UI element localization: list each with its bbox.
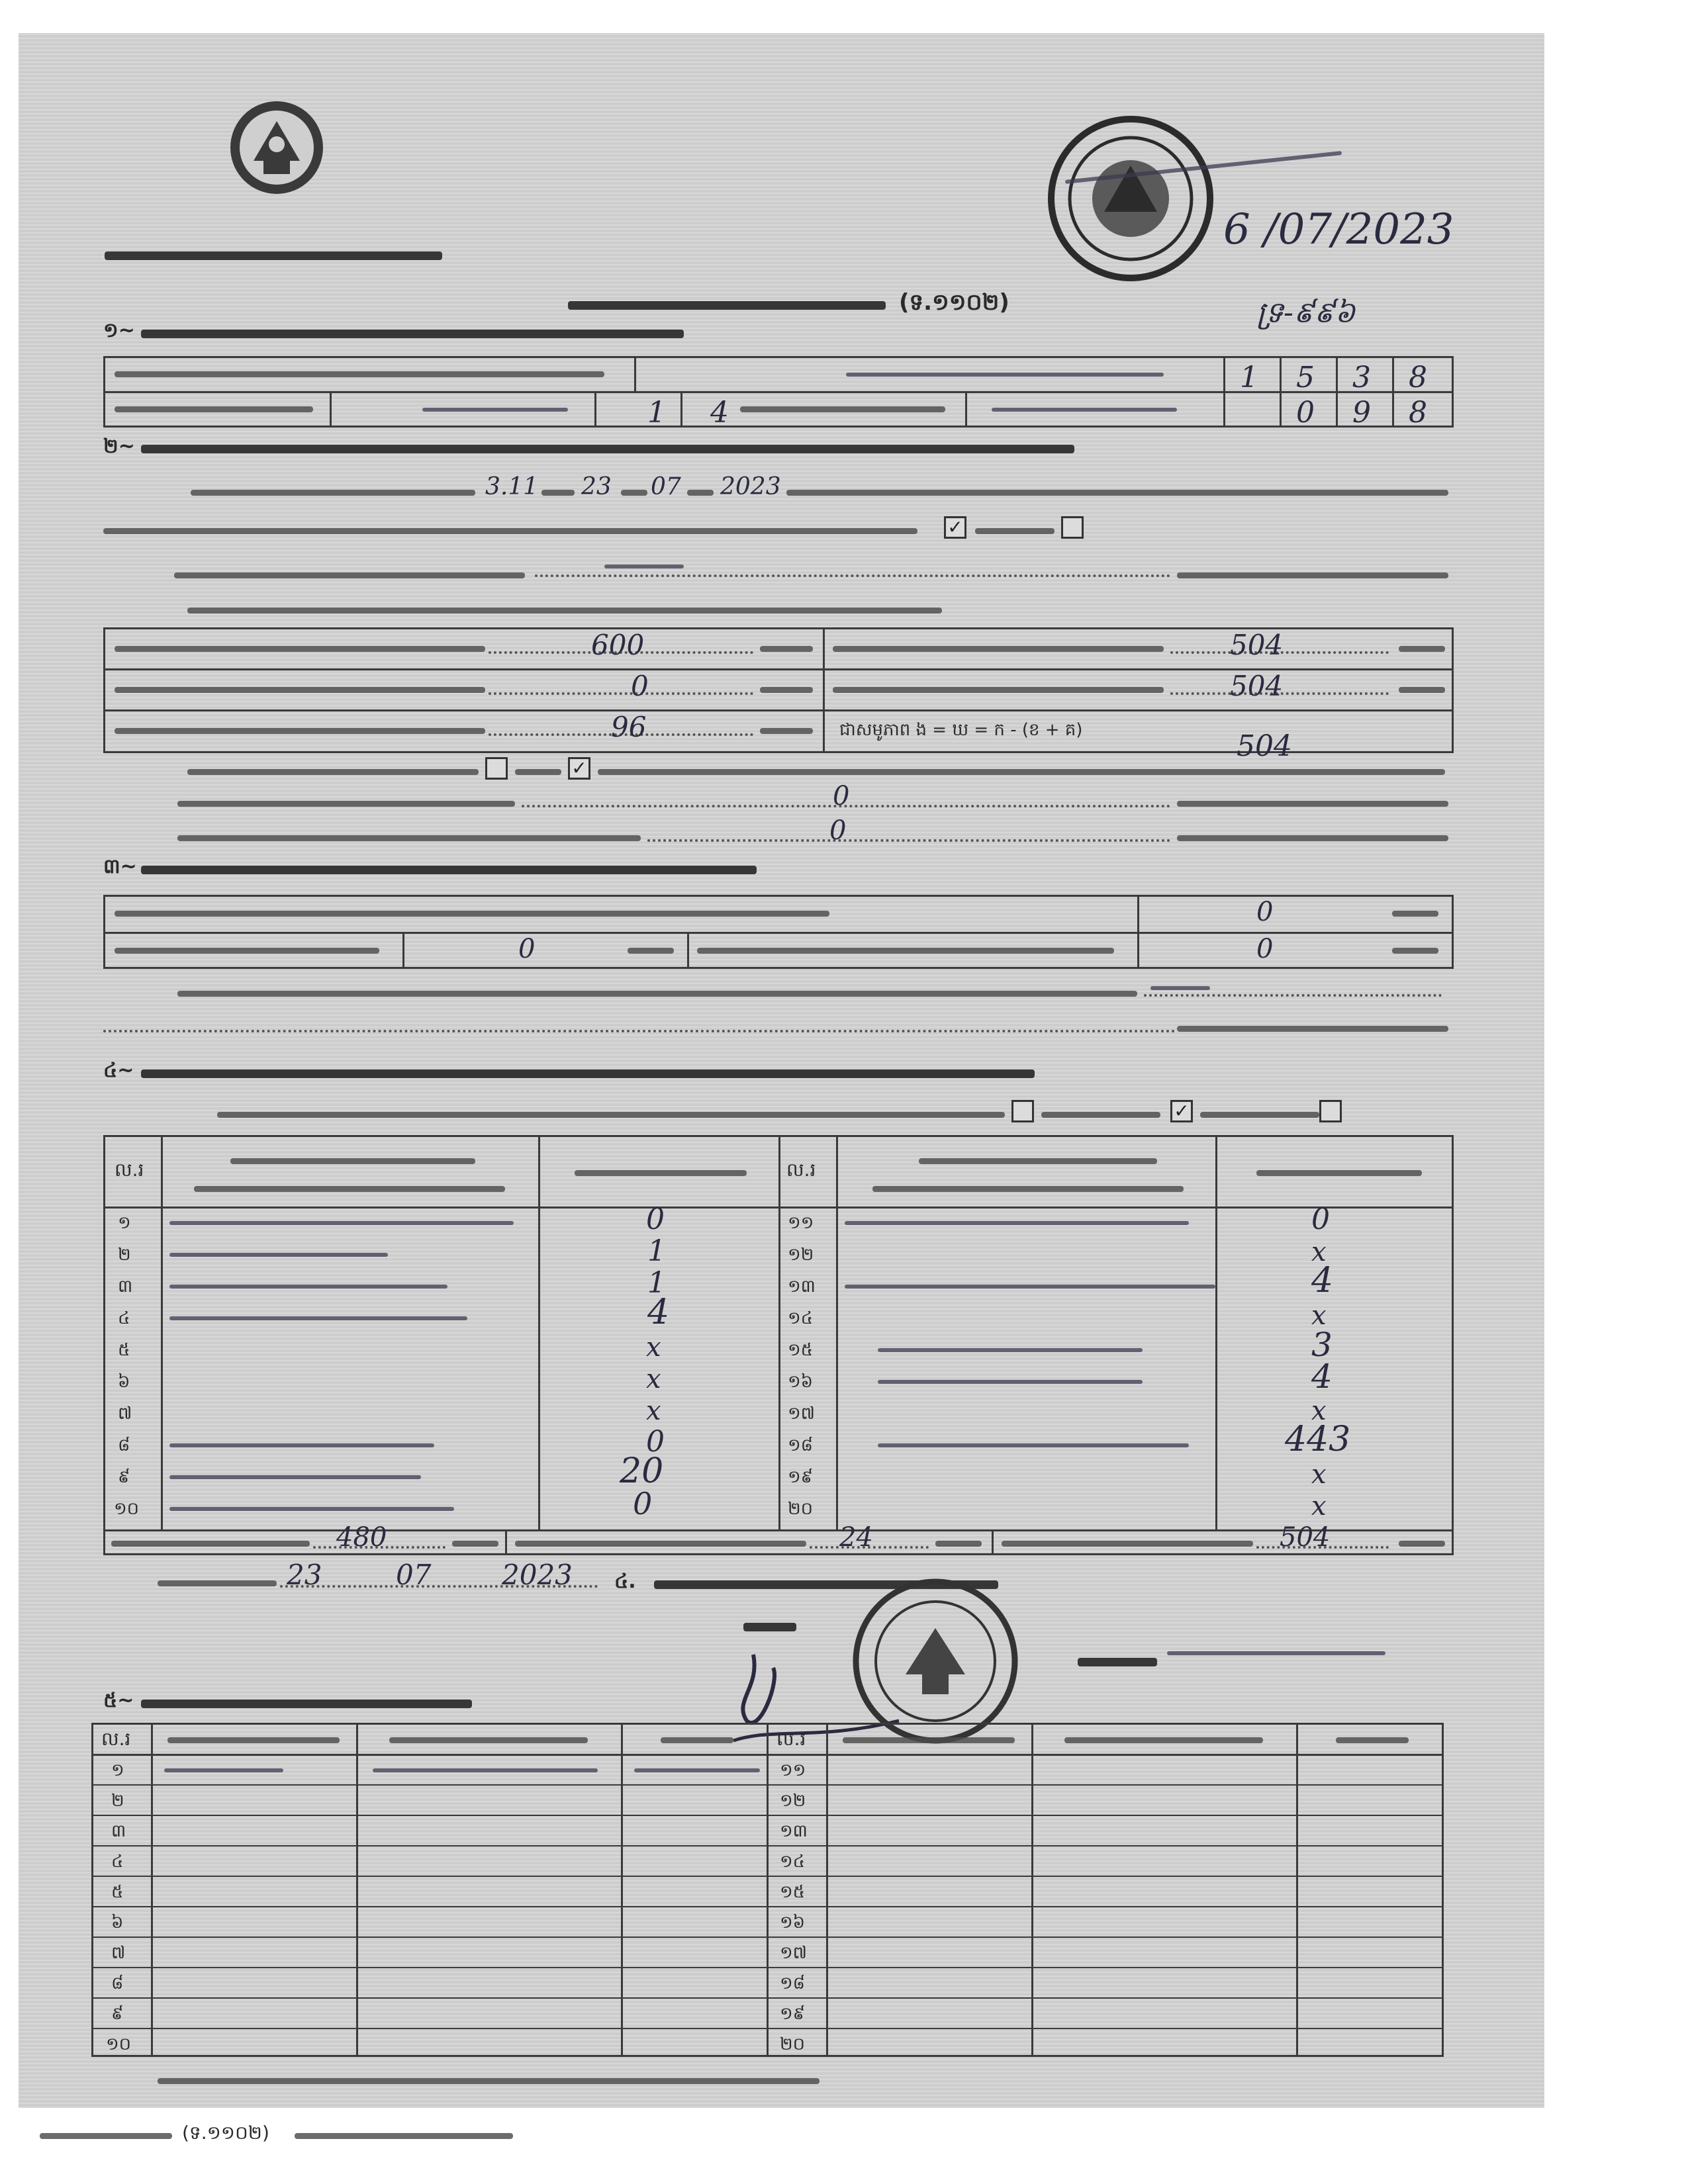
party-name-hw bbox=[169, 1443, 434, 1447]
row-number: ៦ bbox=[118, 1372, 130, 1392]
province-name-hw bbox=[422, 408, 568, 412]
votes-value: x bbox=[1311, 1300, 1327, 1331]
committee-number: ៤. bbox=[614, 1570, 636, 1593]
note-seal-label bbox=[174, 572, 525, 578]
table-row bbox=[778, 1238, 1454, 1270]
form-code: (ទ.១១០២) bbox=[899, 289, 1009, 316]
votes-value: 1 bbox=[647, 1266, 666, 1300]
row-number: ២០ bbox=[780, 2034, 806, 2054]
section-4-number: ៤~ bbox=[103, 1059, 134, 1082]
section-2-number: ២~ bbox=[103, 435, 135, 458]
stamp-date-text: 6 /07/2023 bbox=[1223, 205, 1454, 254]
row-number: ១៨ bbox=[788, 1435, 814, 1455]
count-time-text-a bbox=[191, 490, 475, 496]
votes-value: 0 bbox=[633, 1486, 653, 1522]
witness-col-name-right bbox=[843, 1737, 1015, 1743]
section-4-heading bbox=[141, 1069, 1035, 1078]
total-valid-unit bbox=[452, 1541, 498, 1547]
table-row bbox=[91, 1967, 1444, 1997]
party-name-hw bbox=[169, 1316, 467, 1320]
commune-label bbox=[740, 406, 945, 412]
witness-col-no-right: ល.រ bbox=[776, 1728, 806, 1750]
polling-station-name-hw bbox=[846, 373, 1164, 377]
row-number: ១៣ bbox=[788, 1277, 816, 1297]
results-col-no-right: ល.រ bbox=[786, 1159, 816, 1181]
row-number: ៩ bbox=[118, 1467, 130, 1487]
row-number: ៦ bbox=[111, 1913, 124, 1933]
seal-incorrect-checkbox[interactable] bbox=[1061, 516, 1084, 539]
row-number: ១៨ bbox=[780, 1974, 806, 1993]
row-number: ៨ bbox=[118, 1435, 130, 1455]
table-row bbox=[103, 1365, 778, 1397]
table-row bbox=[778, 1326, 1454, 1365]
official-stamp-icon bbox=[1045, 113, 1217, 285]
row-number: ១៤ bbox=[780, 1852, 806, 1872]
witness-sign-hw bbox=[634, 1768, 760, 1772]
table-row bbox=[778, 1357, 1454, 1397]
row-number: ៧ bbox=[118, 1404, 132, 1424]
form-title bbox=[568, 301, 886, 310]
table-row bbox=[103, 1397, 778, 1429]
footer-note bbox=[158, 2078, 820, 2084]
table-row bbox=[778, 1420, 1454, 1461]
org-name-text bbox=[105, 251, 442, 260]
votes-value: 4 bbox=[647, 1293, 670, 1332]
count-time-text-c bbox=[621, 490, 647, 496]
commune-digit-2: 9 bbox=[1352, 396, 1371, 430]
witness-col-name-left bbox=[167, 1737, 340, 1743]
table-row bbox=[91, 1936, 1444, 1967]
party-name-hw bbox=[169, 1475, 421, 1479]
total-valid-label bbox=[111, 1541, 310, 1547]
formula-result: 504 bbox=[1237, 729, 1292, 763]
total-box-unit bbox=[1399, 1541, 1445, 1547]
note-seal-hint bbox=[1177, 572, 1448, 578]
balance-formula: ជាសមូភាព ង = ឃ = ក - (ខ + គ) bbox=[839, 720, 1083, 740]
complaints-count: 0 bbox=[1256, 897, 1274, 927]
section-2-heading bbox=[141, 445, 1074, 453]
row-number: ១៩ bbox=[788, 1467, 814, 1487]
votes-value: x bbox=[1311, 1396, 1327, 1426]
table-row bbox=[91, 1784, 1444, 1815]
count-time-text-f bbox=[103, 528, 917, 534]
tally-sheet-text-c bbox=[1200, 1112, 1319, 1118]
diff-note-label bbox=[177, 801, 515, 807]
row-number: ១០ bbox=[106, 2034, 132, 2054]
table-row bbox=[103, 1293, 778, 1334]
seal-or-label bbox=[975, 528, 1055, 534]
votes-value: 4 bbox=[1311, 1261, 1334, 1300]
witness-col-sign-right bbox=[1336, 1737, 1409, 1743]
table-row bbox=[91, 1754, 1444, 1784]
date-month: 07 bbox=[396, 1559, 432, 1591]
table-row bbox=[778, 1492, 1454, 1524]
row-number: ១១ bbox=[788, 1213, 814, 1233]
irregularity-dots-2 bbox=[103, 1030, 1176, 1032]
irregularity-hw bbox=[1150, 986, 1210, 990]
ps-digit-1: 1 bbox=[1240, 361, 1258, 394]
match-yes-checkbox[interactable] bbox=[485, 757, 508, 780]
table-row bbox=[103, 1425, 778, 1461]
resolved-count: 0 bbox=[518, 934, 536, 964]
votes-value: 1 bbox=[647, 1234, 666, 1268]
received-ballots-value: 600 bbox=[591, 629, 645, 661]
row-number: ១៧ bbox=[788, 1404, 816, 1424]
table-row bbox=[91, 1876, 1444, 1906]
tally-yes-checkbox[interactable] bbox=[1011, 1100, 1034, 1122]
row-number: ១៧ bbox=[780, 1943, 808, 1963]
ps-digit-4: 8 bbox=[1409, 361, 1427, 394]
count-month-value: 07 bbox=[651, 473, 681, 500]
party-name-hw bbox=[169, 1253, 388, 1257]
row-number: ១៣ bbox=[780, 1821, 808, 1841]
ps-digit-2: 5 bbox=[1296, 361, 1315, 394]
row-number: ៧ bbox=[111, 1943, 126, 1963]
date-day: 23 bbox=[287, 1559, 322, 1591]
row-number: ២ bbox=[111, 1791, 124, 1811]
voters-label bbox=[833, 646, 1164, 652]
row-number: ១០ bbox=[114, 1499, 140, 1519]
secretary-label bbox=[1078, 1658, 1157, 1666]
total-invalid-value: 24 bbox=[839, 1522, 873, 1553]
party-name-hw bbox=[845, 1285, 1215, 1289]
form-reference-footer-b bbox=[295, 2133, 513, 2139]
row-number: ១១ bbox=[780, 1760, 806, 1780]
appealed-count: 0 bbox=[1256, 934, 1274, 964]
in-box-label bbox=[833, 687, 1164, 693]
votes-value: 20 bbox=[620, 1451, 664, 1491]
resolved-unit bbox=[628, 948, 674, 954]
date-dots bbox=[280, 1585, 598, 1588]
party-name-hw bbox=[878, 1348, 1143, 1352]
table-row bbox=[103, 1266, 778, 1302]
received-ballots-label bbox=[115, 646, 485, 652]
nec-emblem-icon bbox=[227, 98, 326, 197]
table-row bbox=[103, 1486, 778, 1524]
row-number: ១៥ bbox=[788, 1340, 814, 1360]
total-invalid-unit bbox=[935, 1541, 982, 1547]
results-col-party-right-b bbox=[872, 1186, 1184, 1192]
votes-value: x bbox=[1311, 1459, 1327, 1490]
section-5-number: ៥~ bbox=[103, 1689, 134, 1712]
votes-value: 3 bbox=[1311, 1326, 1333, 1364]
commune-digit-3: 8 bbox=[1409, 396, 1427, 430]
row-number: ១៦ bbox=[780, 1913, 806, 1933]
votes-value: 0 bbox=[646, 1425, 665, 1459]
committee-stamp-icon bbox=[849, 1575, 1021, 1747]
ps-digit-3: 3 bbox=[1352, 361, 1371, 394]
votes-value: 4 bbox=[1311, 1357, 1333, 1396]
voters-unit bbox=[1399, 646, 1445, 652]
tally-other-checkbox[interactable] bbox=[1319, 1100, 1342, 1122]
row-number: ៩ bbox=[111, 2004, 124, 2024]
unused-ballots-label bbox=[115, 728, 485, 734]
votes-value: x bbox=[646, 1364, 661, 1394]
in-box-value: 504 bbox=[1230, 670, 1284, 702]
province-label bbox=[115, 406, 313, 412]
damaged-ballots-label bbox=[115, 687, 485, 693]
table-row bbox=[778, 1203, 1454, 1238]
row-number: ១ bbox=[118, 1213, 131, 1233]
table-row bbox=[778, 1261, 1454, 1302]
table-row bbox=[91, 1815, 1444, 1845]
witness-col-sign-left bbox=[661, 1737, 733, 1743]
table-row bbox=[91, 1906, 1444, 1936]
count-time-text-e bbox=[786, 490, 1448, 496]
province-digit-1: 1 bbox=[647, 396, 666, 430]
row-number: ២០ bbox=[788, 1499, 814, 1519]
chairperson-label bbox=[743, 1623, 796, 1631]
total-box-value: 504 bbox=[1280, 1522, 1331, 1553]
polling-station-label bbox=[115, 371, 604, 377]
count-time-text-b bbox=[541, 490, 575, 496]
party-name-hw bbox=[878, 1443, 1189, 1447]
irregularity-hint bbox=[1177, 1026, 1448, 1032]
in-box-unit bbox=[1399, 687, 1445, 693]
match-or-label bbox=[515, 769, 561, 775]
votes-value: 0 bbox=[1311, 1203, 1330, 1236]
party-name-hw bbox=[169, 1507, 454, 1511]
results-col-party-left-a bbox=[230, 1158, 475, 1164]
tally-sheet-text-b bbox=[1041, 1112, 1160, 1118]
witness-col-no-left: ល.រ bbox=[101, 1728, 131, 1750]
damaged-ballots-value: 0 bbox=[631, 670, 649, 702]
match-no-checkbox[interactable]: ✓ bbox=[568, 757, 590, 780]
party-name-hw bbox=[169, 1285, 447, 1289]
registration-ref: ទ្រ-៩៩៦ bbox=[1256, 296, 1356, 330]
row-number: ៣ bbox=[118, 1277, 133, 1297]
table-row bbox=[103, 1451, 778, 1492]
mismatch-note-value: 0 bbox=[829, 815, 847, 846]
date-year: 2023 bbox=[502, 1559, 573, 1591]
commune-name-hw bbox=[992, 408, 1177, 412]
votes-value: x bbox=[1311, 1237, 1327, 1267]
row-number: ១ bbox=[111, 1760, 124, 1780]
resolved-label bbox=[115, 948, 379, 954]
total-box-label bbox=[1002, 1541, 1253, 1547]
irregularity-note-label bbox=[177, 991, 1137, 997]
table-row bbox=[91, 1845, 1444, 1876]
form-reference-footer bbox=[40, 2133, 172, 2139]
match-text-a bbox=[187, 769, 479, 775]
count-time-text-d bbox=[687, 490, 714, 496]
votes-value: x bbox=[646, 1332, 661, 1363]
appealed-label bbox=[697, 948, 1114, 954]
results-col-no-left: ល.រ bbox=[115, 1159, 144, 1181]
unused-unit bbox=[760, 728, 813, 734]
appealed-unit bbox=[1392, 948, 1438, 954]
note-seal-dots bbox=[535, 574, 1170, 577]
section-1-heading bbox=[141, 330, 684, 338]
counts-intro-text bbox=[187, 608, 942, 614]
voters-value: 504 bbox=[1230, 629, 1284, 661]
votes-value: x bbox=[646, 1396, 661, 1426]
row-number: ១២ bbox=[780, 1791, 806, 1811]
total-valid-value: 480 bbox=[336, 1522, 387, 1553]
seal-correct-checkbox[interactable]: ✓ bbox=[944, 516, 966, 539]
row-number: ២ bbox=[118, 1245, 131, 1265]
votes-value: x bbox=[1311, 1491, 1327, 1522]
row-number: ៣ bbox=[111, 1821, 126, 1841]
section-5-heading bbox=[141, 1700, 472, 1708]
total-invalid-label bbox=[515, 1541, 806, 1547]
section-3-heading bbox=[141, 866, 757, 874]
row-number: ៤ bbox=[111, 1852, 124, 1872]
votes-value: 443 bbox=[1285, 1420, 1351, 1459]
count-time-value: 3.11 bbox=[485, 473, 539, 500]
secretary-signature bbox=[1167, 1651, 1385, 1655]
count-day-value: 23 bbox=[581, 473, 612, 500]
witness-col-party-right bbox=[1064, 1737, 1263, 1743]
witness-rows bbox=[91, 1754, 1444, 2057]
party-name-hw bbox=[845, 1221, 1189, 1225]
row-number: ១៦ bbox=[788, 1372, 814, 1392]
date-label bbox=[158, 1580, 277, 1586]
irregularity-dots bbox=[1144, 994, 1442, 997]
commune-digit-1: 0 bbox=[1296, 396, 1315, 430]
match-text-b bbox=[598, 769, 1445, 775]
table-row bbox=[91, 1997, 1444, 2028]
section-1-number: ១~ bbox=[103, 319, 135, 342]
row-number: ១៩ bbox=[780, 2004, 806, 2024]
table-row bbox=[778, 1302, 1454, 1334]
unused-ballots-value: 96 bbox=[611, 711, 647, 743]
row-number: ៥ bbox=[118, 1340, 130, 1360]
party-name-hw bbox=[169, 1221, 514, 1225]
damaged-dots bbox=[489, 692, 753, 695]
mismatch-note-dots bbox=[647, 839, 1170, 842]
note-seal-hw bbox=[604, 565, 684, 569]
row-number: ១៤ bbox=[788, 1308, 814, 1328]
table-row bbox=[103, 1203, 778, 1238]
complaints-label bbox=[115, 911, 829, 917]
count-year-value: 2023 bbox=[720, 473, 781, 500]
table-row bbox=[778, 1461, 1454, 1492]
votes-value: 0 bbox=[646, 1203, 665, 1236]
table-row bbox=[778, 1397, 1454, 1429]
diff-note-value: 0 bbox=[833, 781, 850, 811]
complaints-unit bbox=[1392, 911, 1438, 917]
tally-sheets-checkbox[interactable]: ✓ bbox=[1170, 1100, 1193, 1122]
received-unit bbox=[760, 646, 813, 652]
results-col-votes-left bbox=[575, 1170, 747, 1176]
diff-note-hint bbox=[1177, 801, 1448, 807]
form-reference-code: (ទ.១១០២) bbox=[182, 2122, 269, 2144]
results-col-votes-right bbox=[1256, 1170, 1422, 1176]
witness-col-party-left bbox=[389, 1737, 588, 1743]
mismatch-note-label bbox=[177, 835, 641, 841]
damaged-unit bbox=[760, 687, 813, 693]
row-number: ៥ bbox=[111, 1882, 124, 1902]
tally-sheet-text bbox=[217, 1112, 1005, 1118]
section-3-number: ៣~ bbox=[103, 855, 137, 878]
row-number: ១២ bbox=[788, 1245, 814, 1265]
results-col-party-left-b bbox=[194, 1186, 505, 1192]
table-row bbox=[103, 1234, 778, 1270]
row-number: ៤ bbox=[118, 1308, 130, 1328]
table-row bbox=[103, 1334, 778, 1365]
witness-party-hw bbox=[373, 1768, 598, 1772]
results-col-party-right-a bbox=[919, 1158, 1157, 1164]
province-digit-2: 4 bbox=[710, 396, 729, 430]
mismatch-note-hint bbox=[1177, 835, 1448, 841]
witness-name-hw bbox=[164, 1768, 283, 1772]
row-number: ១៥ bbox=[780, 1882, 806, 1902]
party-name-hw bbox=[878, 1380, 1143, 1384]
form-sheet bbox=[19, 33, 1544, 2108]
table-row bbox=[91, 2028, 1444, 2057]
row-number: ៨ bbox=[111, 1974, 124, 1993]
